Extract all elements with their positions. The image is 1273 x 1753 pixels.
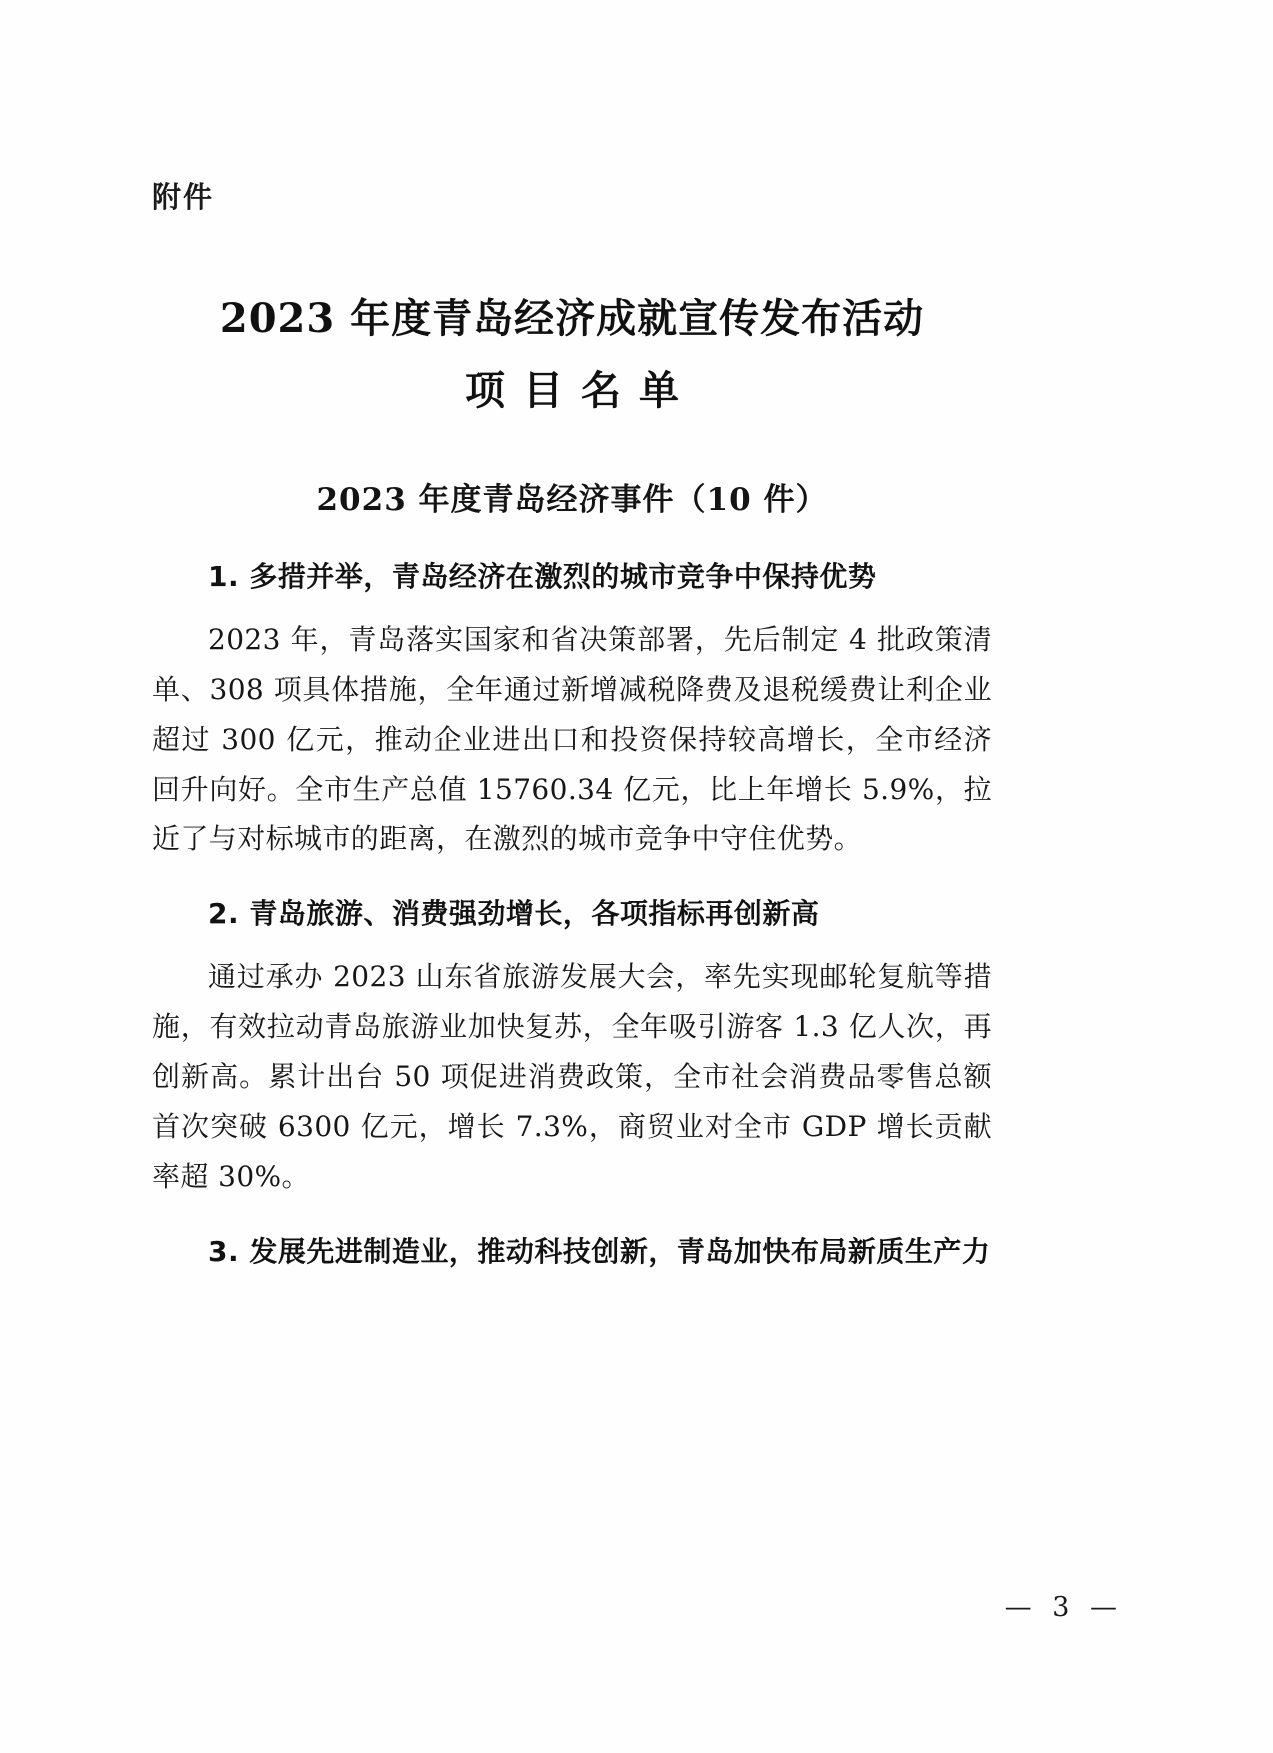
item-heading-1: 1. 多措并举，青岛经济在激烈的城市竞争中保持优势 [208,560,877,593]
item-body-2: 通过承办 2023 山东省旅游发展大会，率先实现邮轮复航等措施，有效拉动青岛旅游业加快复苏，全年吸引游客 1.3 亿人次，再创新高。累计出台 50 项促进消费政策，全市社会消费品零售总额首次突破 6300 亿元，增长 7.3%，商贸业对全市 GDP 增长贡献率超 30%。 [152,960,992,1193]
section-title: 2023 年度青岛经济事件（10 件） [316,482,828,518]
page-number: — 3 — [1004,1592,1123,1623]
page-title [152,288,992,422]
document-body [152,175,992,1290]
attachment-label: 附件 [152,180,215,214]
item-heading-3: 3. 发展先进制造业，推动科技创新，青岛加快布局新质生产力 [208,1234,991,1268]
page-title-line-2: 项目名单 [465,367,697,414]
item-heading-2: 2. 青岛旅游、消费强劲增长，各项指标再创新高 [208,897,820,931]
item-body-1: 2023 年，青岛落实国家和省决策部署，先后制定 4 批政策清单、308 项具体措施，全年通过新增减税降费及退税缓费让利企业超过 300 亿元，推动企业进出口和投资保持较高增长，全市经济回升向好。全市生产总值 15760.34 亿元，比上年增长 5.9%，拉近了与对标城市的距离，在激烈的城市竞争中守住优势。 [152,623,992,856]
page-title-line-1: 2023 年度青岛经济成就宣传发布活动 [219,295,925,342]
